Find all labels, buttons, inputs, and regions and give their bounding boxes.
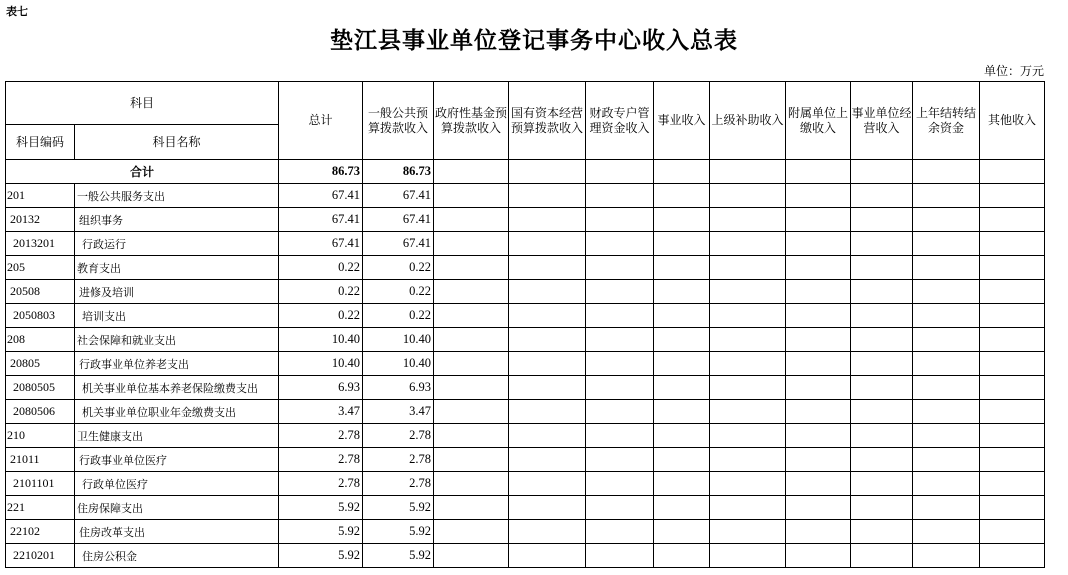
empty-cell (786, 280, 851, 304)
empty-cell (509, 160, 586, 184)
row-code: 2050803 (6, 304, 75, 328)
empty-cell (786, 544, 851, 568)
row-total: 6.93 (279, 376, 363, 400)
empty-cell (786, 400, 851, 424)
empty-cell (851, 256, 913, 280)
row-name: 教育支出 (75, 256, 279, 280)
empty-cell (980, 160, 1045, 184)
table-row (6, 208, 1045, 232)
row-general: 0.22 (363, 304, 434, 328)
empty-cell (586, 184, 654, 208)
empty-cell (913, 232, 980, 256)
empty-cell (654, 304, 710, 328)
empty-cell (913, 376, 980, 400)
table-row (6, 328, 1045, 352)
empty-cell (509, 520, 586, 544)
row-name: 行政单位医疗 (75, 472, 279, 496)
empty-cell (654, 160, 710, 184)
table-row (6, 184, 1045, 208)
empty-cell (851, 160, 913, 184)
empty-cell (654, 184, 710, 208)
empty-cell (654, 376, 710, 400)
empty-cell (654, 424, 710, 448)
empty-cell (980, 352, 1045, 376)
total-total: 86.73 (279, 160, 363, 184)
row-name: 进修及培训 (75, 280, 279, 304)
empty-cell (586, 496, 654, 520)
row-code: 201 (6, 184, 75, 208)
row-general: 3.47 (363, 400, 434, 424)
empty-cell (434, 520, 509, 544)
empty-cell (654, 520, 710, 544)
empty-cell (509, 256, 586, 280)
empty-cell (509, 448, 586, 472)
row-general: 10.40 (363, 352, 434, 376)
empty-cell (509, 328, 586, 352)
table-row (6, 400, 1045, 424)
empty-cell (586, 232, 654, 256)
row-total: 0.22 (279, 256, 363, 280)
header-operating: 事业单位经营收入 (851, 82, 913, 160)
empty-cell (851, 208, 913, 232)
row-code: 20508 (6, 280, 75, 304)
empty-cell (434, 280, 509, 304)
row-total: 5.92 (279, 544, 363, 568)
empty-cell (786, 304, 851, 328)
empty-cell (980, 376, 1045, 400)
empty-cell (851, 400, 913, 424)
empty-cell (509, 376, 586, 400)
row-code: 2013201 (6, 232, 75, 256)
empty-cell (710, 352, 786, 376)
empty-cell (509, 280, 586, 304)
empty-cell (654, 208, 710, 232)
header-carryover: 上年结转结余资金 (913, 82, 980, 160)
empty-cell (786, 232, 851, 256)
empty-cell (710, 472, 786, 496)
table-row (6, 304, 1045, 328)
empty-cell (509, 304, 586, 328)
row-general: 67.41 (363, 232, 434, 256)
row-general: 0.22 (363, 280, 434, 304)
empty-cell (786, 376, 851, 400)
empty-cell (509, 496, 586, 520)
empty-cell (851, 328, 913, 352)
page-title: 垫江县事业单位登记事务中心收入总表 (330, 27, 738, 54)
empty-cell (710, 376, 786, 400)
empty-cell (980, 496, 1045, 520)
empty-cell (913, 448, 980, 472)
row-total: 67.41 (279, 208, 363, 232)
empty-cell (786, 208, 851, 232)
empty-cell (434, 208, 509, 232)
empty-cell (980, 520, 1045, 544)
unit-label: 单位：万元 (983, 64, 1044, 78)
header-other: 其他收入 (980, 82, 1045, 160)
empty-cell (710, 400, 786, 424)
row-code: 20805 (6, 352, 75, 376)
empty-cell (434, 496, 509, 520)
empty-cell (980, 424, 1045, 448)
row-code: 2080505 (6, 376, 75, 400)
empty-cell (654, 232, 710, 256)
empty-cell (980, 400, 1045, 424)
row-name: 培训支出 (75, 304, 279, 328)
empty-cell (851, 496, 913, 520)
empty-cell (434, 352, 509, 376)
empty-cell (710, 520, 786, 544)
row-general: 10.40 (363, 328, 434, 352)
table-row (6, 232, 1045, 256)
empty-cell (710, 280, 786, 304)
header-name: 科目名称 (75, 125, 279, 160)
table-row (6, 496, 1045, 520)
row-name: 住房保障支出 (75, 496, 279, 520)
empty-cell (710, 424, 786, 448)
empty-cell (586, 352, 654, 376)
row-general: 0.22 (363, 256, 434, 280)
total-general: 86.73 (363, 160, 434, 184)
table-tag: 表七 (6, 5, 28, 18)
empty-cell (913, 544, 980, 568)
row-total: 5.92 (279, 520, 363, 544)
empty-cell (654, 352, 710, 376)
table-row (6, 424, 1045, 448)
empty-cell (654, 328, 710, 352)
empty-cell (980, 280, 1045, 304)
row-code: 205 (6, 256, 75, 280)
row-name: 机关事业单位基本养老保险缴费支出 (75, 376, 279, 400)
empty-cell (509, 544, 586, 568)
empty-cell (980, 328, 1045, 352)
empty-cell (913, 328, 980, 352)
empty-cell (710, 208, 786, 232)
empty-cell (434, 232, 509, 256)
row-general: 5.92 (363, 496, 434, 520)
empty-cell (434, 544, 509, 568)
empty-cell (586, 280, 654, 304)
empty-cell (913, 208, 980, 232)
row-name: 住房改革支出 (75, 520, 279, 544)
empty-cell (509, 232, 586, 256)
empty-cell (710, 160, 786, 184)
empty-cell (586, 448, 654, 472)
empty-cell (654, 544, 710, 568)
empty-cell (710, 304, 786, 328)
row-general: 5.92 (363, 520, 434, 544)
table-row (6, 520, 1045, 544)
empty-cell (509, 352, 586, 376)
empty-cell (509, 472, 586, 496)
row-total: 2.78 (279, 448, 363, 472)
empty-cell (654, 496, 710, 520)
table-row (6, 544, 1045, 568)
row-code: 208 (6, 328, 75, 352)
row-total: 10.40 (279, 352, 363, 376)
row-code: 2210201 (6, 544, 75, 568)
table-row (6, 376, 1045, 400)
empty-cell (786, 496, 851, 520)
empty-cell (980, 232, 1045, 256)
header-affiliated: 附属单位上缴收入 (786, 82, 851, 160)
empty-cell (913, 520, 980, 544)
row-general: 67.41 (363, 208, 434, 232)
total-label: 合计 (6, 160, 279, 184)
empty-cell (851, 448, 913, 472)
empty-cell (851, 304, 913, 328)
empty-cell (913, 472, 980, 496)
header-subject: 科目 (6, 82, 279, 125)
empty-cell (434, 448, 509, 472)
row-total: 2.78 (279, 472, 363, 496)
row-code: 2080506 (6, 400, 75, 424)
empty-cell (913, 184, 980, 208)
empty-cell (786, 328, 851, 352)
empty-cell (654, 280, 710, 304)
row-name: 机关事业单位职业年金缴费支出 (75, 400, 279, 424)
table-row (6, 256, 1045, 280)
income-table (5, 81, 1045, 568)
header-general: 一般公共预算拨款收入 (363, 82, 434, 160)
row-general: 2.78 (363, 448, 434, 472)
row-general: 67.41 (363, 184, 434, 208)
empty-cell (434, 472, 509, 496)
empty-cell (434, 376, 509, 400)
empty-cell (434, 304, 509, 328)
empty-cell (851, 352, 913, 376)
row-code: 210 (6, 424, 75, 448)
row-name: 社会保障和就业支出 (75, 328, 279, 352)
empty-cell (913, 280, 980, 304)
empty-cell (654, 472, 710, 496)
empty-cell (434, 424, 509, 448)
empty-cell (980, 448, 1045, 472)
row-code: 2101101 (6, 472, 75, 496)
empty-cell (980, 304, 1045, 328)
empty-cell (913, 400, 980, 424)
row-total: 10.40 (279, 328, 363, 352)
header-fiscal-special: 财政专户管理资金收入 (586, 82, 654, 160)
table-row (6, 280, 1045, 304)
empty-cell (786, 472, 851, 496)
row-total: 67.41 (279, 232, 363, 256)
empty-cell (586, 544, 654, 568)
row-general: 5.92 (363, 544, 434, 568)
empty-cell (786, 424, 851, 448)
empty-cell (586, 160, 654, 184)
row-total: 0.22 (279, 304, 363, 328)
row-code: 20132 (6, 208, 75, 232)
empty-cell (710, 232, 786, 256)
empty-cell (913, 352, 980, 376)
empty-cell (913, 304, 980, 328)
empty-cell (980, 544, 1045, 568)
empty-cell (786, 184, 851, 208)
row-general: 2.78 (363, 424, 434, 448)
row-name: 住房公积金 (75, 544, 279, 568)
row-name: 组织事务 (75, 208, 279, 232)
empty-cell (586, 328, 654, 352)
header-superior: 上级补助收入 (710, 82, 786, 160)
empty-cell (851, 280, 913, 304)
empty-cell (434, 184, 509, 208)
empty-cell (786, 520, 851, 544)
row-name: 行政事业单位养老支出 (75, 352, 279, 376)
empty-cell (913, 424, 980, 448)
row-total: 0.22 (279, 280, 363, 304)
empty-cell (586, 376, 654, 400)
empty-cell (434, 160, 509, 184)
empty-cell (913, 496, 980, 520)
row-total: 2.78 (279, 424, 363, 448)
empty-cell (434, 256, 509, 280)
empty-cell (851, 544, 913, 568)
empty-cell (851, 232, 913, 256)
header-business: 事业收入 (654, 82, 710, 160)
empty-cell (913, 160, 980, 184)
row-name: 行政事业单位医疗 (75, 448, 279, 472)
empty-cell (980, 208, 1045, 232)
empty-cell (786, 256, 851, 280)
row-code: 221 (6, 496, 75, 520)
header-state-capital: 国有资本经营预算拨款收入 (509, 82, 586, 160)
empty-cell (654, 400, 710, 424)
empty-cell (586, 472, 654, 496)
empty-cell (710, 496, 786, 520)
empty-cell (654, 256, 710, 280)
empty-cell (509, 424, 586, 448)
empty-cell (509, 400, 586, 424)
empty-cell (786, 448, 851, 472)
empty-cell (786, 352, 851, 376)
empty-cell (586, 304, 654, 328)
empty-cell (586, 256, 654, 280)
empty-cell (980, 256, 1045, 280)
empty-cell (710, 184, 786, 208)
empty-cell (710, 256, 786, 280)
empty-cell (851, 376, 913, 400)
table-row (6, 352, 1045, 376)
row-total: 5.92 (279, 496, 363, 520)
empty-cell (851, 520, 913, 544)
empty-cell (654, 448, 710, 472)
row-code: 21011 (6, 448, 75, 472)
table-row (6, 472, 1045, 496)
empty-cell (586, 400, 654, 424)
row-code: 22102 (6, 520, 75, 544)
empty-cell (851, 424, 913, 448)
header-code: 科目编码 (6, 125, 75, 160)
total-row (6, 160, 1045, 184)
empty-cell (710, 328, 786, 352)
table-row (6, 448, 1045, 472)
header-gov-fund: 政府性基金预算拨款收入 (434, 82, 509, 160)
empty-cell (980, 472, 1045, 496)
table-body (6, 160, 1045, 568)
empty-cell (851, 472, 913, 496)
row-total: 67.41 (279, 184, 363, 208)
empty-cell (434, 328, 509, 352)
row-general: 6.93 (363, 376, 434, 400)
row-total: 3.47 (279, 400, 363, 424)
empty-cell (710, 544, 786, 568)
empty-cell (586, 520, 654, 544)
empty-cell (509, 184, 586, 208)
empty-cell (586, 208, 654, 232)
row-name: 行政运行 (75, 232, 279, 256)
empty-cell (586, 424, 654, 448)
empty-cell (710, 448, 786, 472)
empty-cell (851, 184, 913, 208)
row-general: 2.78 (363, 472, 434, 496)
empty-cell (786, 160, 851, 184)
header-total: 总计 (279, 82, 363, 160)
row-name: 一般公共服务支出 (75, 184, 279, 208)
empty-cell (980, 184, 1045, 208)
empty-cell (913, 256, 980, 280)
empty-cell (509, 208, 586, 232)
row-name: 卫生健康支出 (75, 424, 279, 448)
empty-cell (434, 400, 509, 424)
